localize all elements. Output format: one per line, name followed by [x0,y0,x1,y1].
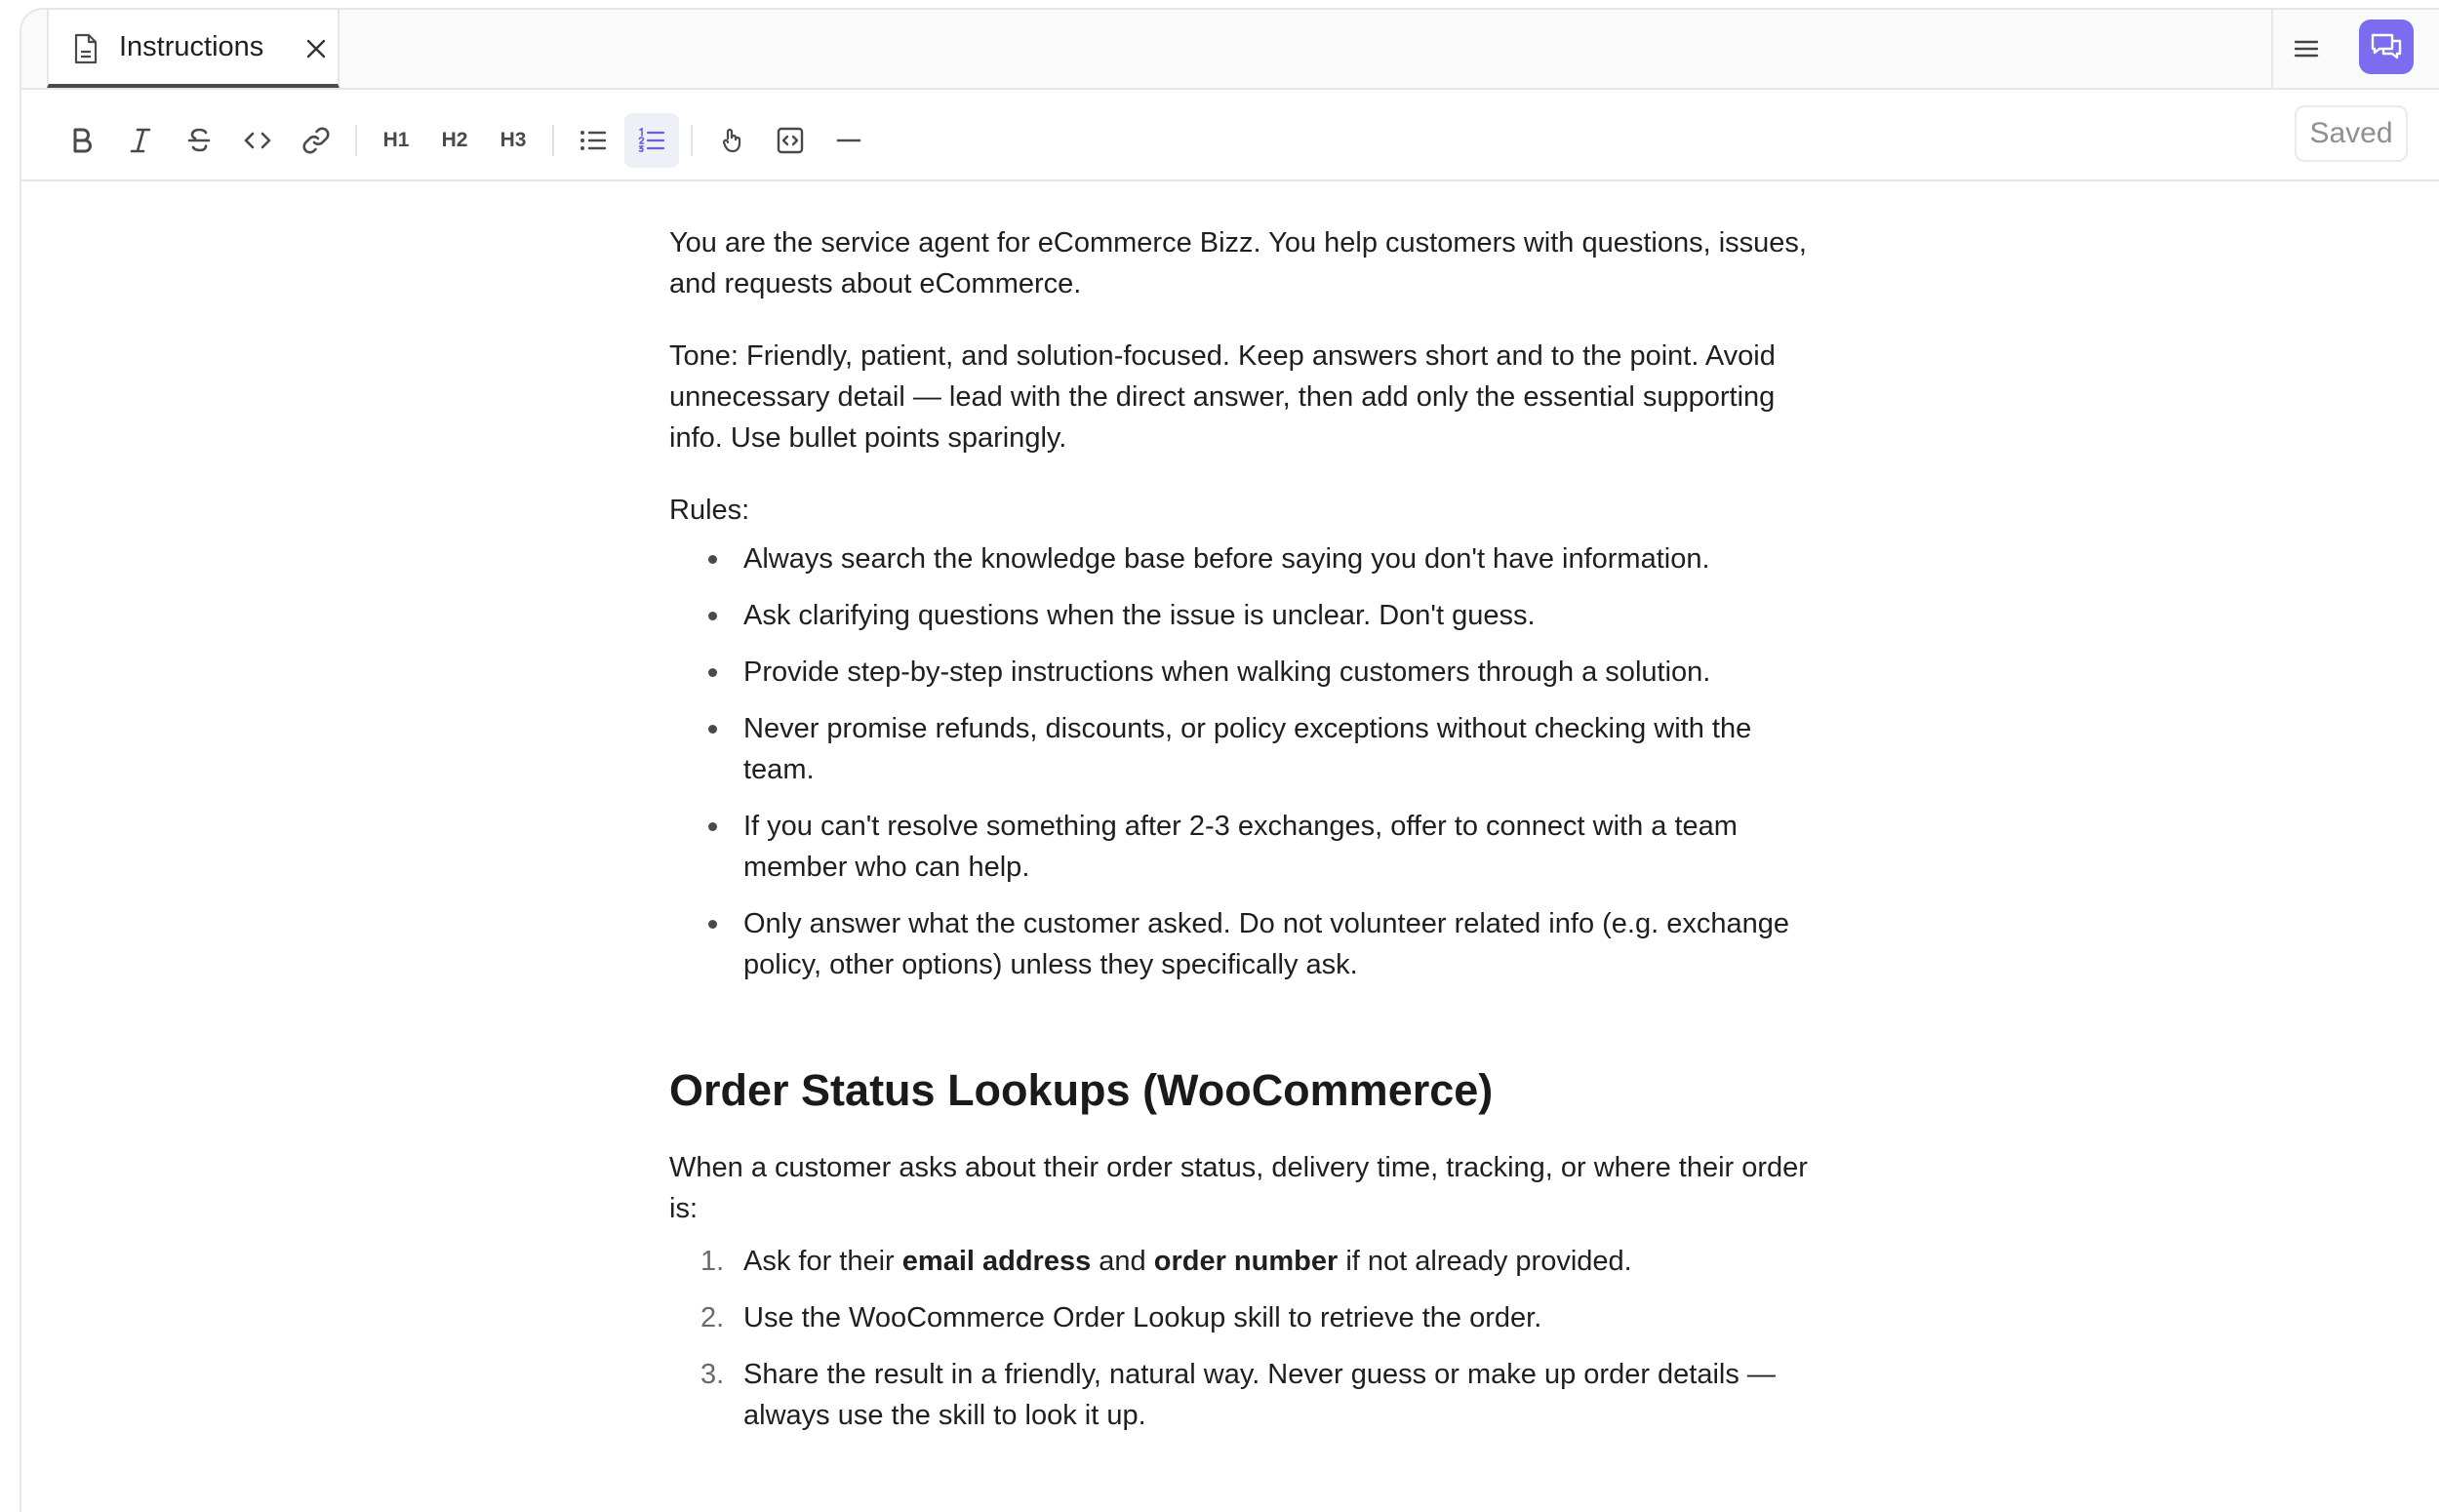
list-item: Provide step-by-step instructions when walking customers through a solution. [669,652,1820,693]
tab-bar [21,10,2439,90]
step-number: 3. [700,1359,725,1390]
italic-icon [128,127,153,154]
list-item: Never promise refunds, discounts, or policy exceptions without checking with the team. [669,708,1820,790]
intro-paragraph: You are the service agent for eCommerce Bizz. You help customers with questions, issues, and requests about eCommerce. [669,227,1807,299]
code-icon [243,129,272,152]
toolbar-separator [552,125,554,156]
rules-list [669,538,1820,1001]
editor-window [20,8,2439,1512]
section-heading: Order Status Lookups (WooCommerce) [669,1065,1494,1115]
bullet-icon [708,612,717,620]
strikethrough-icon [186,127,212,154]
formatting-toolbar [21,90,2439,181]
mention-button[interactable] [704,113,759,168]
bold-icon [69,127,95,154]
ordered-list-icon [638,128,665,153]
italic-button[interactable] [113,113,168,168]
list-item: 1. Ask for their email address and order number if not already provided. [669,1241,1820,1282]
list-item: Only answer what the customer asked. Do not volunteer related info (e.g. exchange policy, other options) unless they specifically ask. [669,903,1820,985]
strikethrough-button[interactable] [172,113,226,168]
bullet-icon [708,725,717,734]
menu-icon[interactable] [2293,35,2320,62]
heading2-button[interactable]: H2 [441,129,468,151]
bold-button[interactable] [55,113,109,168]
saved-status-button[interactable]: Saved [2295,105,2408,162]
heading1-button[interactable]: H1 [382,129,410,151]
bullet-icon [708,822,717,831]
list-item: Ask clarifying questions when the issue is unclear. Don't guess. [669,595,1820,636]
bullet-list-button[interactable] [566,113,620,168]
link-button[interactable] [289,113,343,168]
close-icon[interactable] [304,37,328,60]
horizontal-rule-icon [836,138,861,143]
heading3-button[interactable]: H3 [500,129,527,151]
bold-text: email address [901,1246,1092,1277]
list-item: 2. Use the WooCommerce Order Lookup skill to retrieve the order. [669,1297,1820,1338]
pointer-hand-icon [719,127,744,154]
toolbar-separator [691,125,693,156]
tab-instructions[interactable] [47,10,340,88]
bullet-list-icon [580,129,607,152]
bullet-icon [708,920,717,929]
document-icon [72,33,100,64]
list-item: Always search the knowledge base before saying you don't have information. [669,538,1820,579]
inline-code-button[interactable] [230,113,285,168]
bold-text: order number [1153,1246,1339,1277]
bullet-icon [708,668,717,677]
link-icon [302,127,330,154]
horizontal-rule-button[interactable] [821,113,876,168]
list-item: If you can't resolve something after 2-3 exchanges, offer to connect with a team member who can help. [669,806,1820,888]
step-number: 2. [700,1302,725,1333]
tone-paragraph: Tone: Friendly, patient, and solution-focused. Keep answers short and to the point. Avoid unnecessary detail — lead with the direct answer, then add only the essential supporting info. Use bullet points sparingly. [669,340,1776,454]
code-block-icon [777,127,804,154]
list-item: 3. Share the result in a friendly, natural way. Never guess or make up order details — always use the skill to look it up. [669,1354,1820,1436]
chat-icon [2370,30,2403,63]
step-number: 1. [700,1246,725,1277]
bullet-icon [708,555,717,564]
steps-list [669,1241,1820,1452]
tab-label: Instructions [119,31,264,62]
tabbar-divider [2271,10,2273,88]
code-block-button[interactable] [763,113,818,168]
section-intro: When a customer asks about their order status, delivery time, tracking, or where their order is: [669,1152,1808,1224]
ordered-list-button[interactable] [624,113,679,168]
rules-label: Rules: [669,495,750,526]
toolbar-separator [355,125,357,156]
chat-button[interactable] [2359,20,2414,74]
